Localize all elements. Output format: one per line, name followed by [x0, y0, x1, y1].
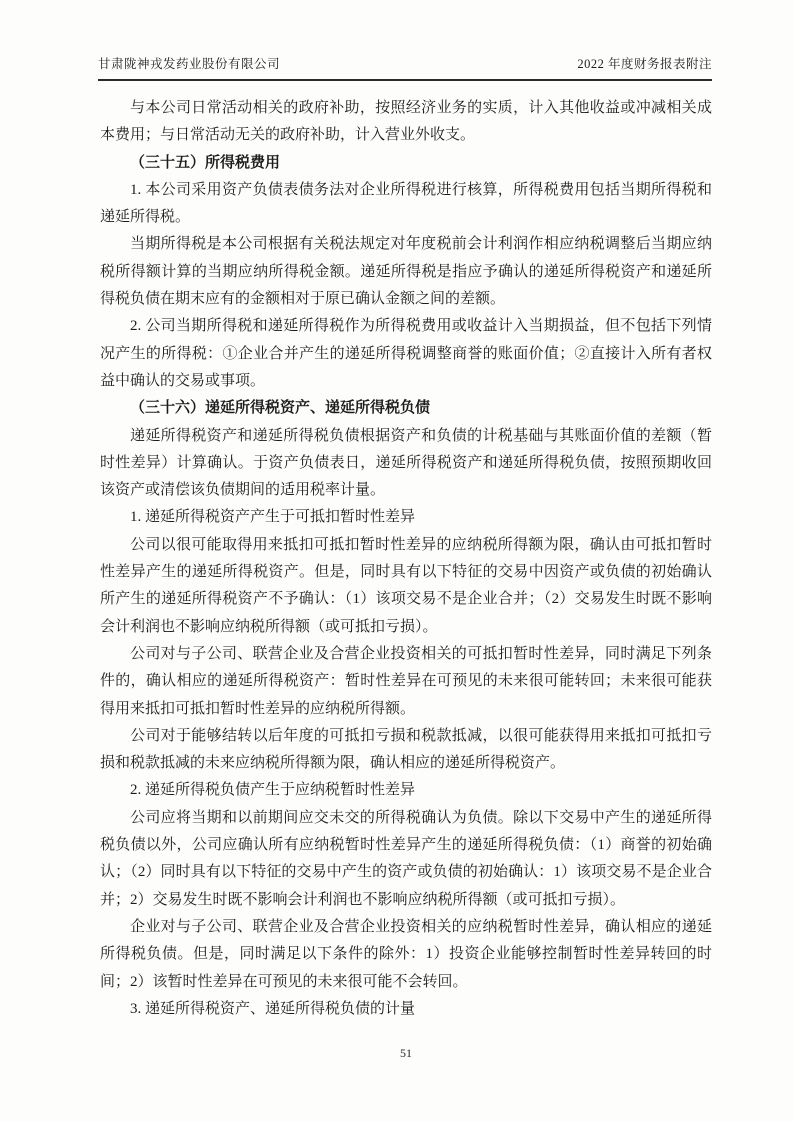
page-number: 51 [400, 1046, 412, 1060]
paragraph-item-3-measurement: 3. 递延所得税资产、递延所得税负债的计量 [130, 1000, 416, 1017]
page-footer [100, 1046, 712, 1061]
document-body [100, 95, 712, 1023]
paragraph-subsidiary-deductible-differences: 公司对与子公司、联营企业及合营企业投资相关的可抵扣暂时性差异，同时满足下列条件的，确认相应的递延所得税资产：暂时性差异在可预见的未来很可能转回；未来很可能获得用来抵扣可抵扣暂时性差异的应纳税所得额。 [100, 645, 712, 717]
paragraph-subsidiary-taxable-differences: 企业对与子公司、联营企业及合营企业投资相关的应纳税暂时性差异，确认相应的递延所得税负债。但是，同时满足以下条件的除外：1）投资企业能够控制暂时性差异转回的时间；2）该暂时性差异在可预见的未来很可能不会转回。 [100, 918, 712, 990]
paragraph-government-grants: 与本公司日常活动相关的政府补助，按照经济业务的实质，计入其他收益或冲减相关成本费用；与日常活动无关的政府补助，计入营业外收支。 [100, 100, 712, 144]
header-doc-title: 2022 年度财务报表附注 [577, 57, 712, 71]
paragraph-item-2-taxable-differences: 2. 递延所得税负债产生于应纳税暂时性差异 [130, 782, 416, 799]
paragraph-item-1-deductible-differences: 1. 递延所得税资产产生于可抵扣暂时性差异 [130, 509, 416, 526]
section-heading-35-income-tax-expense: （三十五）所得税费用 [130, 154, 281, 171]
paragraph-loss-carryforward: 公司对于能够结转以后年度的可抵扣亏损和税款抵减，以很可能获得用来抵扣可抵扣亏损和税款抵减的未来应纳税所得额为限，确认相应的递延所得税资产。 [100, 727, 712, 772]
paragraph-deferred-tax-liability-recognition: 公司应将当期和以前期间应交未交的所得税确认为负债。除以下交易中产生的递延所得税负债以外，公司应确认所有应纳税暂时性差异产生的递延所得税负债：（1）商誉的初始确认；（2）同时具有以下特征的交易中产生的资产或负债的初始确认：1）该项交易不是企业合并；2）交易发生时既不影响会计利润也不影响应纳税所得额（或可抵扣亏损）。 [100, 809, 712, 908]
paragraph-income-tax-method: 1. 本公司采用资产负债表债务法对企业所得税进行核算，所得税费用包括当期所得税和递延所得税。 [100, 181, 712, 226]
paragraph-deferred-tax-asset-recognition: 公司以很可能取得用来抵扣可抵扣暂时性差异的应纳税所得额为限，确认由可抵扣暂时性差异产生的递延所得税资产。但是，同时具有以下特征的交易中因资产或负债的初始确认所产生的递延所得税资产不予确认：（1）该项交易不是企业合并；（2）交易发生时既不影响会计利润也不影响应纳税所得额（或可抵扣亏损）。 [100, 536, 712, 635]
paragraph-current-income-tax: 当期所得税是本公司根据有关税法规定对年度税前会计利润作相应纳税调整后当期应纳税所得额计算的当期应纳所得税金额。递延所得税是指应予确认的递延所得税资产和递延所得税负债在期末应有的金额相对于原已确认金额之间的差额。 [100, 236, 712, 308]
header-company-name: 甘肃陇神戎发药业股份有限公司 [98, 57, 281, 71]
paragraph-income-tax-recognition: 2. 公司当期所得税和递延所得税作为所得税费用或收益计入当期损益，但不包括下列情况产生的所得税：①企业合并产生的递延所得税调整商誉的账面价值；②直接计入所有者权益中确认的交易或事项。 [100, 318, 712, 389]
paragraph-deferred-tax-basis: 递延所得税资产和递延所得税负债根据资产和负债的计税基础与其账面价值的差额（暂时性差异）计算确认。于资产负债表日，递延所得税资产和递延所得税负债，按照预期收回该资产或清偿该负债期间的适用税率计量。 [100, 427, 712, 499]
page-header [98, 54, 712, 81]
section-heading-36-deferred-tax: （三十六）递延所得税资产、递延所得税负债 [130, 400, 431, 417]
